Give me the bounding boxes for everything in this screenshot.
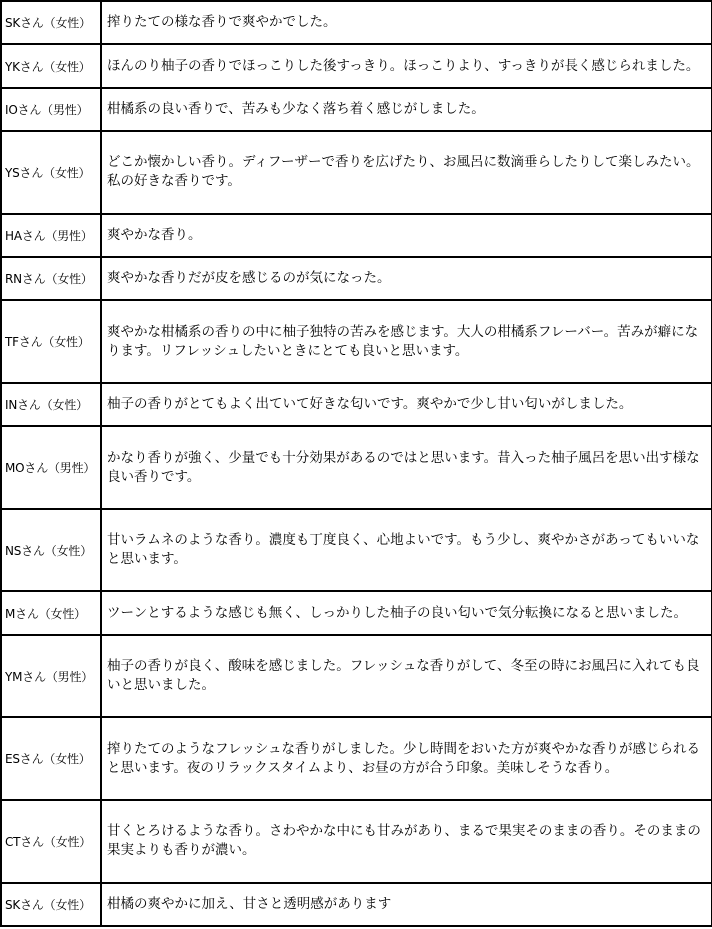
review-comment: [101, 426, 712, 509]
review-comment-text: 柑橘系の良い香りで、苦みも少なく落ち着く感じがしました。: [107, 100, 485, 117]
table-row: [1, 883, 712, 926]
reviewer-name: YSさん（女性）: [1, 131, 101, 214]
table-row: [1, 591, 712, 634]
table-row: [1, 257, 712, 300]
table-row: [1, 383, 712, 426]
review-comment: [101, 509, 712, 592]
reviewer-name: SKさん（女性）: [1, 1, 101, 44]
review-comment-text: かなり香りが強く、少量でも十分効果があるのではと思います。昔入った柚子風呂を思い出す様な良い香りです。: [107, 449, 700, 485]
review-comment-text: 爽やかな香りだが皮を感じるのが気になった。: [107, 270, 391, 287]
reviewer-name: YKさん（女性）: [1, 44, 101, 87]
table-row: [1, 509, 712, 592]
review-comment-text: ほんのり柚子の香りでほっこりした後すっきり。ほっこりより、すっきりが長く感じられました。: [107, 57, 700, 74]
reviewer-name: CTさん（女性）: [1, 800, 101, 883]
review-comment: [101, 591, 712, 634]
review-comment: [101, 300, 712, 383]
review-comment-text: どこか懐かしい香り。ディフーザーで香りを広げたり、お風呂に数滴垂らしたりして楽しみたい。私の好きな香りです。: [107, 154, 700, 190]
reviewer-name: Mさん（女性）: [1, 591, 101, 634]
review-comment: [101, 44, 712, 87]
review-comment-text: 甘くとろけるような香り。さわやかな中にも甘みがあり、まるで果実そのままの香り。そのままの果実よりも香りが濃い。: [107, 823, 701, 859]
reviewer-name: HAさん（男性）: [1, 214, 101, 257]
review-comment-text: 搾りたてのようなフレッシュな香りがしました。少し時間をおいた方が爽やかな香りが感じられると思います。夜のリラックスタイムより、お昼の方が合う印象。美味しそうな香り。: [107, 740, 701, 776]
table-row: [1, 800, 712, 883]
review-comment: [101, 1, 712, 44]
table-row: [1, 1, 712, 44]
review-comment: [101, 214, 712, 257]
reviewer-name: INさん（女性）: [1, 383, 101, 426]
reviewer-name: ESさん（女性）: [1, 717, 101, 800]
table-row: [1, 426, 712, 509]
review-comment-text: 柚子の香りが良く、酸味を感じました。フレッシュな香りがして、冬至の時にお風呂に入れても良いと思いました。: [107, 658, 700, 694]
reviewer-name: TFさん（女性）: [1, 300, 101, 383]
reviewer-name: MOさん（男性）: [1, 426, 101, 509]
review-comment-text: ツーンとするような感じも無く、しっかりした柚子の良い匂いで気分転換になると思いました。: [107, 604, 687, 621]
review-comment-text: 爽やかな柑橘系の香りの中に柚子独特の苦みを感じます。大人の柑橘系フレーバー。苦みが癖になります。リフレッシュしたいときにとても良いと思います。: [107, 323, 699, 359]
table-row: [1, 131, 712, 214]
review-comment: [101, 257, 712, 300]
table-row: [1, 717, 712, 800]
reviewer-name: SKさん（女性）: [1, 883, 101, 926]
table-row: [1, 300, 712, 383]
reviewer-name: RNさん（女性）: [1, 257, 101, 300]
review-comment-text: 柑橘の爽やかに加え、甘さと透明感があります: [107, 895, 392, 912]
review-comment: [101, 635, 712, 718]
review-comment: [101, 883, 712, 926]
review-comment-text: 甘いラムネのような香り。濃度も丁度良く、心地よいです。もう少し、爽やかさがあってもいいなと思います。: [107, 532, 700, 568]
table-row: [1, 214, 712, 257]
review-comment: [101, 131, 712, 214]
review-comment-text: 柚子の香りがとてもよく出ていて好きな匂いです。爽やかで少し甘い匂いがしました。: [107, 396, 633, 413]
table-row: [1, 44, 712, 87]
review-comment: [101, 717, 712, 800]
reviewer-name: IOさん（男性）: [1, 88, 101, 131]
table-row: [1, 88, 712, 131]
review-comment: [101, 88, 712, 131]
review-comment: [101, 800, 712, 883]
reviewer-name: NSさん（女性）: [1, 509, 101, 592]
review-comment-text: 爽やかな香り。: [107, 226, 202, 243]
table-row: [1, 635, 712, 718]
review-comment-text: 搾りたての様な香りで爽やかでした。: [107, 14, 337, 31]
review-comment: [101, 383, 712, 426]
reviewer-name: YMさん（男性）: [1, 635, 101, 718]
